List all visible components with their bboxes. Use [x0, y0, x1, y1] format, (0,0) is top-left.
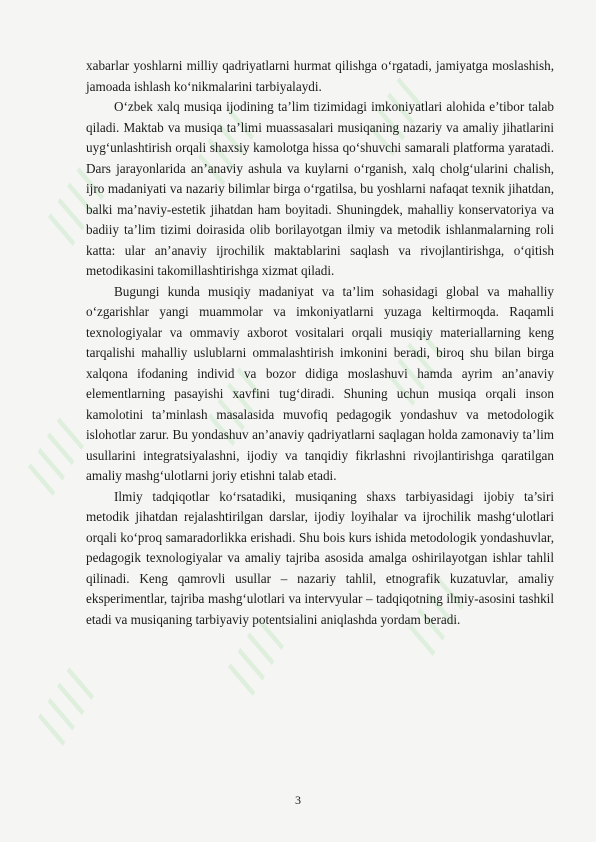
paragraph: Ilmiy tadqiqotlar ko‘rsatadiki, musiqaning shaxs tarbiyasidagi ijobiy ta’siri metodik jihatdan rejalashtirilgan darslar, ijodiy loyihalar va ijrochilik mashg‘ulotlari orqali ko‘proq samaradorlikka erishadi. Shu bois kurs ishida metodologik yondashuvlar, pedagogik texnologiyalar va amaliy tajriba asosida amalga oshirilayotgan ishlar tahlil qilinadi. Keng qamrovli usullar – nazariy tahlil, etnografik kuzatuvlar, amaliy eksperimentlar, tajriba mashg‘ulotlari va intervyular – tadqiqotning ilmiy-asosini tashkil etadi va musiqaning tarbiyaviy potentsialini aniqlashda yordam beradi. — [86, 488, 554, 627]
page-number: 3 — [295, 793, 301, 807]
body-text — [86, 56, 554, 630]
watermark-mark: //// — [215, 611, 297, 700]
paragraph: xabarlar yoshlarni milliy qadriyatlarni hurmat qilishga o‘rgatadi, jamiyatga moslashish, jamoada ishlash ko‘nikmalarini tarbiyalaydi. — [86, 58, 554, 94]
watermark-mark: //// — [25, 661, 107, 750]
watermark-mark: //// — [185, 101, 267, 190]
paragraph: Bugungi kunda musiqiy madaniyat va ta’lim sohasidagi global va mahalliy o‘zgarishlar yangi muammolar va imkoniyatlarni yuzaga keltirmoqda. Raqamli texnologiyalar va ommaviy axborot vositalari orqali musiqiy materiallarning keng tarqalishi mahalliy uslublarni ommalashtirish imkonini beradi, biroq shu bilan birga xalqona ifodaning individ va bozor didiga moslashuvi hamda ayrim an’anaviy elementlarning pasayishi xavfini tug‘diradi. Shuning uchun musiqa orqali inson kamolotini ta’minlash masalasida muvofiq pedagogik yondashuv va metodologik islohotlar zarur. Bu yondashuv an’anaviy qadriyatlarni saqlagan holda zamonaviy ta’lim usullarini integratsiyalashni, ijodiy va tanqidiy fikrlashni rivojlantirishga qaratilgan amaliy mashg‘ulotlarni joriy etishni talab etadi. — [86, 283, 554, 483]
watermark-mark: //// — [355, 71, 437, 160]
watermark-mark: //// — [395, 571, 477, 660]
watermark-mark: //// — [375, 321, 457, 410]
watermark-mark: //// — [195, 361, 277, 450]
watermark-mark: //// — [35, 161, 117, 250]
watermark-mark: //// — [15, 411, 97, 500]
paragraph: O‘zbek xalq musiqa ijodining ta’lim tizimidagi imkoniyatlari alohida e’tibor talab qiladi. Maktab va musiqa ta’limi muassasalari musiqaning nazariy va amaliy jihatlarini uyg‘unlashtirish orqali shaxsiy kamolotga hissa qo‘shuvchi samarali platforma yaratadi. Dars jarayonlarida an’anaviy ashula va kuylarni o‘rganish, xalq cholg‘ularini chalish, ijro madaniyati va nazariy bilimlar birga o‘rgatilsa, bu yoshlarni nafaqat texnik jihatdan, balki ma’naviy-estetik jihatdan ham boyitadi. Shuningdek, mahalliy konservatoriya va badiiy ta’lim tizimi doirasida olib borilayotgan ilmiy va metodik ishlanmalarning roli katta: ular an’anaviy ijrochilik maktablarini saqlash va rivojlantirishga, o‘qitish metodikasini takomillashtirishga xizmat qiladi. — [86, 99, 554, 278]
